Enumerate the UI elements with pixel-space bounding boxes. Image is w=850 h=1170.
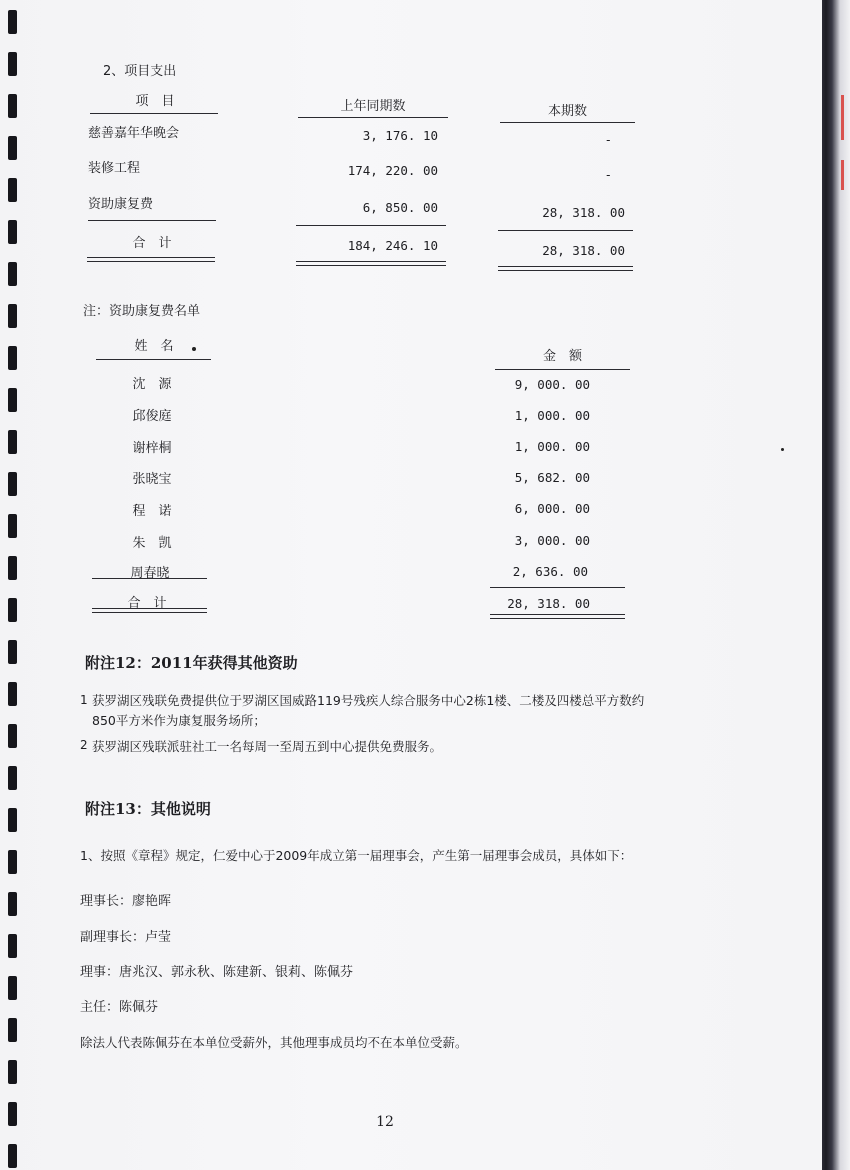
board-vice-chair: 副理事长：卢莹 [80, 930, 172, 945]
note-total-label: 合 计 [127, 596, 167, 611]
row-prior: 6, 850. 00 [362, 200, 438, 215]
annex13-title: 附注13：其他说明 [85, 800, 211, 818]
person-amount: 1, 000. 00 [514, 439, 590, 454]
col-header-prior: 上年同期数 [340, 99, 406, 114]
list-number: 1 [80, 693, 88, 707]
total-label: 合 计 [132, 236, 172, 251]
person-amount: 2, 636. 00 [512, 564, 588, 579]
row-label: 资助康复费 [88, 197, 154, 212]
list-number: 2 [80, 738, 88, 752]
row-current: 28, 318. 00 [542, 205, 625, 220]
row-prior: 174, 220. 00 [347, 163, 438, 178]
person-name: 朱 凯 [132, 536, 172, 551]
note-total-amount: 28, 318. 00 [507, 596, 590, 611]
row-prior: 3, 176. 10 [362, 128, 438, 143]
person-name: 程 诺 [132, 504, 172, 519]
col-header-amount: 金 额 [542, 349, 582, 364]
person-amount: 9, 000. 00 [514, 377, 590, 392]
row-current: - [604, 132, 612, 147]
person-name: 沈 源 [132, 377, 172, 392]
person-name: 张晓宝 [132, 472, 172, 487]
annex12-item-text: 获罗湖区残联免费提供位于罗湖区国威路119号残疾人综合服务中心2栋1楼、二楼及四楼总平方数约 [92, 693, 645, 708]
annex12-item-text: 850平方米作为康复服务场所； [92, 713, 266, 728]
person-name: 邱俊庭 [132, 409, 172, 424]
total-current: 28, 318. 00 [542, 243, 625, 258]
director: 主任：陈佩芬 [80, 1000, 159, 1015]
col-header-item: 项 目 [135, 94, 175, 109]
person-amount: 5, 682. 00 [514, 470, 590, 485]
annex12-title: 附注12：2011年获得其他资助 [85, 654, 298, 672]
board-chair: 理事长：廖艳晖 [80, 894, 172, 909]
board-members: 理事：唐兆汉、郭永秋、陈建新、银莉、陈佩芬 [80, 965, 354, 980]
red-mark [841, 160, 844, 190]
page-number: 12 [376, 1114, 394, 1130]
col-header-current: 本期数 [547, 104, 587, 119]
total-prior: 184, 246. 10 [347, 238, 438, 253]
person-amount: 1, 000. 00 [514, 408, 590, 423]
person-amount: 6, 000. 00 [514, 501, 590, 516]
person-name: 谢梓桐 [132, 441, 172, 456]
note-title: 注：资助康复费名单 [83, 304, 201, 319]
annex12-item-text: 获罗湖区残联派驻社工一名每周一至周五到中心提供免费服务。 [92, 739, 443, 754]
person-name: 周春晓 [130, 566, 170, 581]
row-label: 装修工程 [88, 161, 141, 176]
section-title: 2、项目支出 [103, 64, 177, 79]
row-label: 慈善嘉年华晚会 [88, 126, 180, 141]
col-header-name: 姓 名 [134, 339, 174, 354]
annex13-intro: 1、按照《章程》规定，仁爱中心于2009年成立第一届理事会，产生第一届理事会成员，具体如下： [80, 848, 633, 863]
salary-note: 除法人代表陈佩芬在本单位受薪外，其他理事成员均不在本单位受薪。 [80, 1035, 468, 1050]
page-edge [822, 0, 850, 1170]
row-current: - [604, 167, 612, 182]
person-amount: 3, 000. 00 [514, 533, 590, 548]
red-mark [841, 95, 844, 140]
binder-holes [8, 0, 18, 1170]
